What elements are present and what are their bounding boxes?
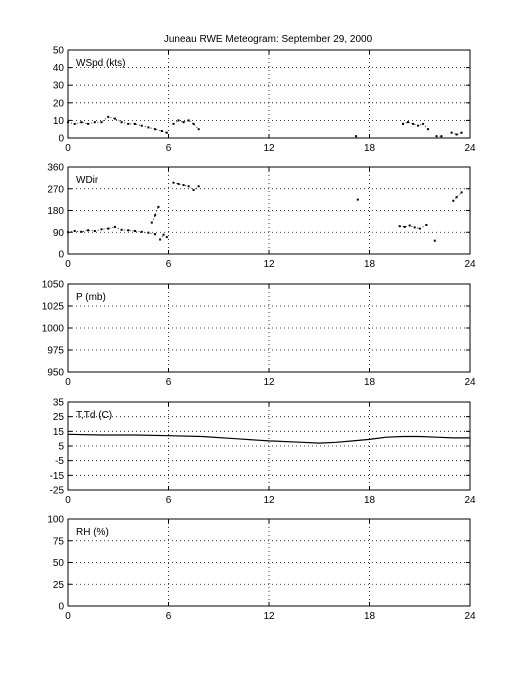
x-tick-label: 24 — [464, 611, 476, 622]
y-tick-label: 5 — [58, 441, 64, 453]
x-tick-label: 18 — [363, 377, 376, 388]
y-tick-label: 975 — [47, 345, 64, 357]
y-tick-label: 360 — [47, 162, 64, 174]
panel-label: T,Td (C) — [76, 410, 113, 421]
x-tick-label: 24 — [464, 495, 476, 506]
data-trace — [174, 120, 199, 129]
x-tick-label: 6 — [165, 495, 172, 506]
panel-4 — [50, 398, 476, 507]
x-tick-label: 18 — [363, 143, 376, 154]
data-point — [456, 134, 458, 136]
figure-title: Juneau RWE Meteogram: September 29, 2000 — [163, 34, 373, 45]
x-tick-label: 24 — [464, 259, 476, 270]
y-tick-label: -5 — [55, 456, 64, 468]
panel-label: RH (%) — [76, 527, 109, 538]
data-point — [461, 191, 463, 193]
data-point — [441, 135, 443, 137]
panel-3 — [42, 280, 476, 389]
y-tick-label: 270 — [47, 184, 64, 196]
y-tick-label: 1000 — [41, 323, 64, 335]
y-tick-label: -25 — [49, 485, 64, 497]
data-point — [407, 121, 409, 123]
y-tick-label: 15 — [52, 426, 64, 438]
data-point — [404, 226, 406, 228]
panel-2 — [47, 163, 476, 271]
data-point — [178, 183, 180, 185]
data-point — [357, 199, 359, 201]
data-point — [157, 206, 159, 208]
data-trace — [68, 227, 155, 234]
x-tick-label: 6 — [165, 259, 172, 270]
y-tick-label: 100 — [47, 514, 64, 526]
x-tick-label: 0 — [65, 259, 71, 270]
x-tick-label: 12 — [263, 495, 275, 506]
x-tick-label: 24 — [464, 377, 476, 388]
panel-label: WSpd (kts) — [76, 58, 126, 69]
data-point — [134, 123, 136, 125]
x-tick-label: 18 — [363, 495, 376, 506]
y-tick-label: 30 — [52, 80, 64, 92]
data-point — [355, 135, 357, 137]
x-tick-label: 6 — [165, 377, 172, 388]
y-tick-label: 1050 — [41, 279, 64, 291]
x-tick-label: 12 — [263, 259, 275, 270]
x-tick-label: 0 — [65, 143, 71, 154]
y-tick-label: 50 — [52, 45, 64, 57]
y-tick-label: 90 — [52, 227, 64, 239]
y-tick-label: 40 — [52, 63, 64, 75]
x-tick-label: 6 — [165, 143, 172, 154]
y-tick-label: -15 — [49, 470, 64, 482]
data-point — [166, 132, 168, 134]
data-trace — [403, 122, 428, 129]
y-tick-label: 35 — [52, 397, 64, 409]
x-tick-label: 0 — [65, 495, 71, 506]
x-tick-label: 18 — [363, 259, 376, 270]
data-trace — [68, 117, 167, 133]
x-tick-label: 18 — [363, 611, 376, 622]
data-trace — [400, 225, 427, 229]
y-tick-label: 180 — [47, 206, 64, 217]
panel-1 — [53, 46, 476, 155]
x-tick-label: 12 — [263, 377, 275, 388]
y-tick-label: 0 — [58, 601, 64, 613]
data-point — [434, 240, 436, 242]
y-tick-label: 25 — [52, 412, 64, 424]
x-tick-label: 12 — [263, 143, 275, 154]
panel-5 — [47, 515, 476, 623]
x-tick-label: 24 — [464, 143, 476, 154]
y-tick-label: 950 — [47, 367, 64, 379]
data-trace — [174, 183, 199, 190]
x-tick-label: 6 — [165, 611, 172, 622]
y-tick-label: 1025 — [41, 301, 64, 313]
y-tick-label: 0 — [58, 133, 64, 145]
x-tick-label: 0 — [65, 377, 71, 388]
y-tick-label: 25 — [52, 579, 64, 591]
x-tick-label: 12 — [263, 611, 275, 622]
y-tick-label: 10 — [52, 115, 64, 127]
panel-label: WDir — [76, 175, 99, 186]
y-tick-label: 75 — [52, 536, 64, 548]
panel-label: P (mb) — [76, 292, 106, 303]
y-tick-label: 0 — [58, 249, 64, 261]
y-tick-label: 20 — [52, 98, 64, 110]
x-tick-label: 0 — [65, 611, 71, 622]
y-tick-label: 50 — [52, 558, 64, 569]
